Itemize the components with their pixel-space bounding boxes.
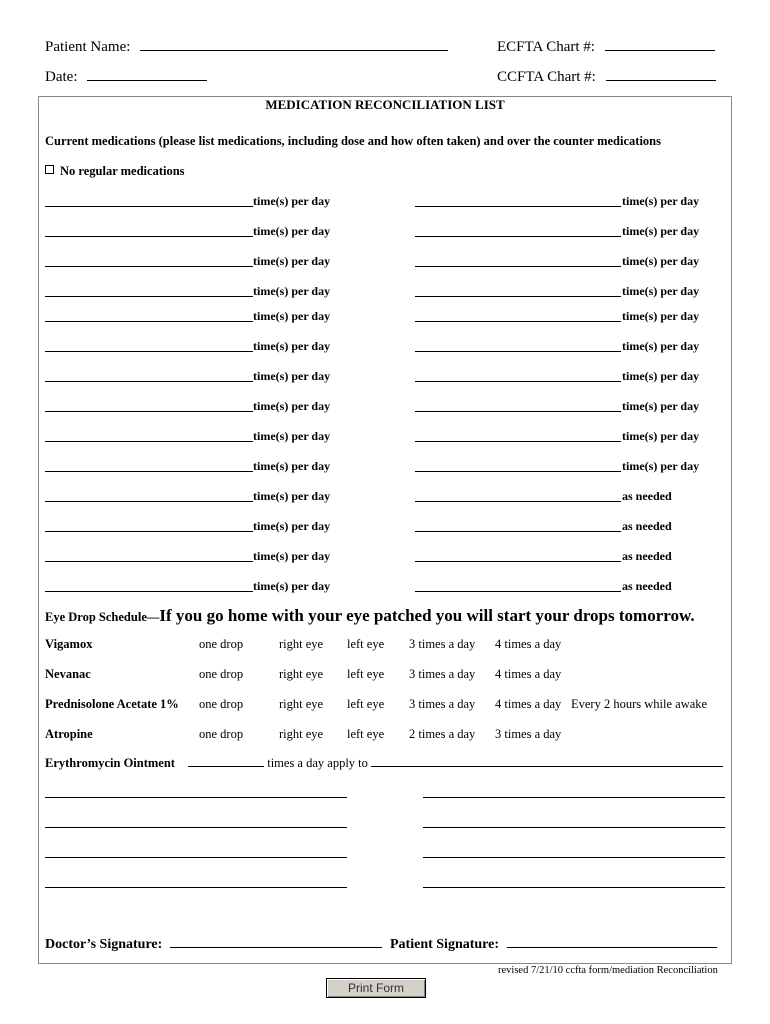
medication-entry-field[interactable]	[415, 581, 621, 592]
patient-name-row	[45, 37, 448, 56]
frequency-option[interactable]: 4 times a day	[495, 697, 562, 711]
medication-entry-field[interactable]	[415, 226, 621, 237]
ecfta-chart-label: ECFTA Chart #:	[497, 39, 595, 55]
eye-drop-heading-label: Eye Drop Schedule—	[45, 610, 160, 624]
doctor-signature-label: Doctor’s Signature:	[45, 937, 163, 952]
medication-entry-field[interactable]	[415, 196, 621, 207]
revised-note: revised 7/21/10 ccfta form/mediation Reconciliation	[498, 965, 718, 976]
note-line[interactable]	[45, 857, 347, 858]
times-per-day-label: time(s) per day	[622, 194, 700, 208]
medication-entry-field[interactable]	[45, 286, 253, 297]
date-row	[45, 67, 207, 86]
frequency-option[interactable]: Every 2 hours while awake	[571, 697, 708, 711]
medication-entry-field[interactable]	[45, 581, 253, 592]
times-per-day-label: time(s) per day	[253, 284, 331, 298]
medication-entry-field[interactable]	[415, 431, 621, 442]
times-per-day-label: time(s) per day	[253, 579, 331, 593]
frequency-option[interactable]: 4 times a day	[495, 667, 562, 681]
right-eye-option[interactable]: right eye	[279, 667, 324, 681]
as-needed-label: as needed	[622, 489, 672, 503]
times-per-day-label: time(s) per day	[253, 489, 331, 503]
times-per-day-label: time(s) per day	[253, 369, 331, 383]
frequency-option[interactable]: 4 times a day	[495, 637, 562, 651]
ccfta-chart-row	[497, 67, 716, 86]
right-eye-option[interactable]: right eye	[279, 697, 324, 711]
patient-name-field[interactable]	[140, 37, 448, 51]
ecfta-chart-field[interactable]	[605, 37, 715, 51]
times-per-day-label: time(s) per day	[253, 309, 331, 323]
no-regular-meds-checkbox[interactable]	[45, 165, 54, 174]
eye-drop-dose[interactable]: one drop	[199, 727, 244, 741]
note-line[interactable]	[423, 797, 725, 798]
medication-entry-field[interactable]	[415, 491, 621, 502]
medication-entry-field[interactable]	[45, 401, 253, 412]
ointment-apply-to-field[interactable]	[371, 756, 723, 767]
right-eye-option[interactable]: right eye	[279, 637, 324, 651]
medication-entry-field[interactable]	[45, 371, 253, 382]
medication-entry-field[interactable]	[415, 461, 621, 472]
medication-entry-field[interactable]	[45, 341, 253, 352]
ointment-text: times a day apply to	[267, 756, 368, 770]
eye-drop-heading	[45, 606, 695, 626]
note-line[interactable]	[45, 827, 347, 828]
times-per-day-label: time(s) per day	[253, 429, 331, 443]
patient-name-label: Patient Name:	[45, 39, 131, 55]
times-per-day-label: time(s) per day	[622, 369, 700, 383]
times-per-day-label: time(s) per day	[253, 224, 331, 238]
times-per-day-label: time(s) per day	[253, 339, 331, 353]
times-per-day-label: time(s) per day	[253, 399, 331, 413]
left-eye-option[interactable]: left eye	[347, 727, 385, 741]
no-regular-meds-row[interactable]	[45, 164, 185, 179]
frequency-option[interactable]: 3 times a day	[409, 667, 476, 681]
times-per-day-label: time(s) per day	[622, 254, 700, 268]
times-per-day-label: time(s) per day	[253, 549, 331, 563]
medication-entry-field[interactable]	[415, 521, 621, 532]
left-eye-option[interactable]: left eye	[347, 637, 385, 651]
right-eye-option[interactable]: right eye	[279, 727, 324, 741]
times-per-day-label: time(s) per day	[253, 519, 331, 533]
medication-entry-field[interactable]	[415, 286, 621, 297]
frequency-option[interactable]: 3 times a day	[495, 727, 562, 741]
ecfta-chart-row	[497, 37, 715, 56]
note-line[interactable]	[45, 887, 347, 888]
medication-entry-field[interactable]	[415, 256, 621, 267]
no-regular-meds-label: No regular medications	[60, 164, 185, 178]
times-per-day-label: time(s) per day	[253, 194, 331, 208]
patient-signature-row	[390, 934, 717, 953]
medication-entry-field[interactable]	[415, 551, 621, 562]
eye-drop-name: Atropine	[45, 727, 93, 741]
as-needed-label: as needed	[622, 549, 672, 563]
medication-entry-field[interactable]	[45, 226, 253, 237]
patient-signature-field[interactable]	[507, 934, 717, 948]
medication-entry-field[interactable]	[45, 431, 253, 442]
frequency-option[interactable]: 3 times a day	[409, 637, 476, 651]
note-line[interactable]	[45, 797, 347, 798]
medication-entry-field[interactable]	[45, 461, 253, 472]
medication-entry-field[interactable]	[45, 196, 253, 207]
ointment-row	[45, 756, 723, 771]
eye-drop-dose[interactable]: one drop	[199, 667, 244, 681]
medication-entry-field[interactable]	[45, 551, 253, 562]
note-line[interactable]	[423, 827, 725, 828]
note-line[interactable]	[423, 887, 725, 888]
eye-drop-name: Nevanac	[45, 667, 91, 681]
medication-entry-field[interactable]	[45, 256, 253, 267]
left-eye-option[interactable]: left eye	[347, 697, 385, 711]
eye-drop-name: Prednisolone Acetate 1%	[45, 697, 179, 711]
date-field[interactable]	[87, 67, 207, 81]
times-per-day-label: time(s) per day	[253, 254, 331, 268]
eye-drop-dose[interactable]: one drop	[199, 637, 244, 651]
ointment-times-field[interactable]	[188, 756, 264, 767]
times-per-day-label: time(s) per day	[622, 399, 700, 413]
times-per-day-label: time(s) per day	[253, 459, 331, 473]
medication-entry-field[interactable]	[45, 521, 253, 532]
date-label: Date:	[45, 69, 78, 85]
frequency-option[interactable]: 2 times a day	[409, 727, 476, 741]
print-form-button[interactable]: Print Form	[326, 978, 426, 998]
patient-signature-label: Patient Signature:	[390, 937, 500, 952]
medication-entry-field[interactable]	[415, 341, 621, 352]
times-per-day-label: time(s) per day	[622, 224, 700, 238]
medication-entry-field[interactable]	[45, 491, 253, 502]
eye-drop-dose[interactable]: one drop	[199, 697, 244, 711]
note-line[interactable]	[423, 857, 725, 858]
frequency-option[interactable]: 3 times a day	[409, 697, 476, 711]
as-needed-label: as needed	[622, 519, 672, 533]
medication-entry-field[interactable]	[415, 371, 621, 382]
doctor-signature-field[interactable]	[170, 934, 382, 948]
medication-entry-field[interactable]	[415, 401, 621, 412]
eye-drop-name: Vigamox	[45, 637, 93, 651]
times-per-day-label: time(s) per day	[622, 309, 700, 323]
times-per-day-label: time(s) per day	[622, 284, 700, 298]
ointment-name: Erythromycin Ointment	[45, 756, 175, 770]
times-per-day-label: time(s) per day	[622, 429, 700, 443]
ccfta-chart-field[interactable]	[606, 67, 716, 81]
doctor-signature-row	[45, 934, 382, 953]
ccfta-chart-label: CCFTA Chart #:	[497, 69, 596, 85]
times-per-day-label: time(s) per day	[622, 339, 700, 353]
left-eye-option[interactable]: left eye	[347, 667, 385, 681]
eye-drop-heading-note: If you go home with your eye patched you will start your drops tomorrow.	[159, 606, 695, 625]
times-per-day-label: time(s) per day	[622, 459, 700, 473]
as-needed-label: as needed	[622, 579, 672, 593]
medication-entry-field[interactable]	[45, 311, 253, 322]
medication-entry-field[interactable]	[415, 311, 621, 322]
current-meds-instruction: Current medications (please list medications, including dose and how often taken) and over the counter medications	[45, 134, 661, 148]
form-title: MEDICATION RECONCILIATION LIST	[265, 97, 505, 112]
